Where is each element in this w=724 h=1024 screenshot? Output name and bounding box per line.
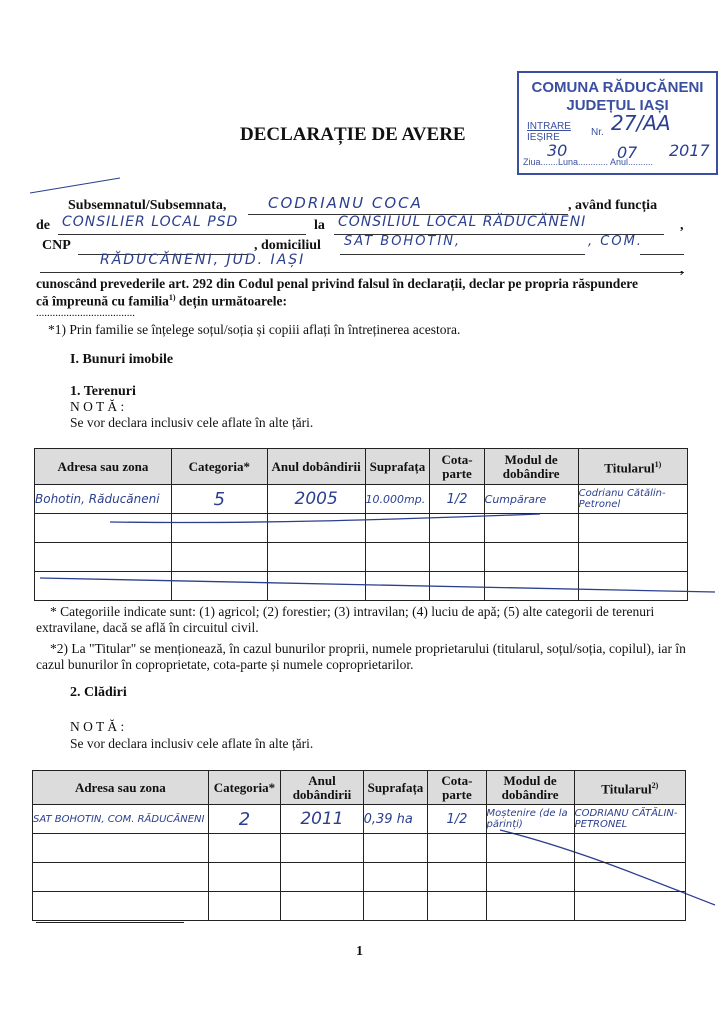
stamp-line1: COMUNA RĂDUCĂNENI [531,79,704,96]
col2-anul: Anul dobândirii [281,771,363,805]
nota-label-1: N O T Ă : [70,399,125,414]
col2-modul: Modul de dobândire [486,771,574,805]
stamp-nr-label: Nr. [591,127,604,138]
field-dom2: RĂDUCĂNENI, JUD. IAȘI [100,252,306,268]
cell2-cota: 1/2 [428,805,486,834]
col-adresa: Adresa sau zona [35,449,172,485]
col-modul: Modul de dobândire [484,449,578,485]
subheading-cladiri: 2. Clădiri [70,685,127,700]
label-avand: , având funcția [568,198,658,213]
cladiri-table [32,770,686,921]
subheading-terenuri: 1. Terenuri [70,384,136,399]
stamp-luna: 07 [617,143,638,162]
cell2-modul: Moștenire (de la părinți) [486,805,574,834]
col2-adresa: Adresa sau zona [33,771,209,805]
stamp-ziua: 30 [547,141,568,160]
col-cota: Cota-parte [430,449,484,485]
col-titular-label: Titularul [604,460,655,476]
col2-titular-sup: 2) [651,780,659,790]
col-titular-sup: 1) [654,459,662,469]
footnote-family: *1) Prin familie se înțelege soțul/soția și copiii aflați în întreținerea acestora. [48,322,461,337]
cell2-anul: 2011 [281,805,363,834]
legal-statement-1: cunoscând prevederile art. 292 din Codul penal privind falsul în declarații, declar pe propria răspundere [36,276,639,291]
footnote-rule [36,922,184,923]
cell-modul: Cumpărare [484,485,578,514]
cell2-titular: CODRIANU CĂTĂLIN-PETRONEL [574,805,685,834]
stamp-intrare: INTRARE [527,121,571,132]
field-name: CODRIANU COCA [268,194,423,212]
stamp-iesire: IEȘIRE [527,132,560,143]
table-row-empty [33,863,686,892]
table-row-empty [33,834,686,863]
section-heading-bunuri: I. Bunuri imobile [70,352,174,367]
field-functia: CONSILIER LOCAL PSD [62,214,239,230]
col2-titular [574,771,685,805]
label-subsemnatul: Subsemnatul/Subsemnata, [68,198,227,213]
table-row [33,805,686,834]
comma-2: , [680,262,684,277]
cell-suprafata: 10.000mp. [365,485,430,514]
label-de: de [36,218,50,233]
label-detin: dețin următoarele: [175,293,288,309]
label-la: la [314,218,325,233]
stamp-line2: JUDEȚUL IAȘI [566,97,669,114]
cell-adresa: Bohotin, Răducăneni [35,485,172,514]
cell-anul: 2005 [267,485,365,514]
cell2-categoria: 2 [208,805,281,834]
stamp-nr-value: 27/AA [611,111,671,135]
stamp-anul: 2017 [669,141,710,160]
field-institutia: CONSILIUL LOCAL RĂDUCĂNENI [338,214,587,230]
label-domiciliul: , domiciliul [254,238,321,253]
nota-label-2: N O T Ă : [70,719,125,734]
col2-suprafata: Suprafața [363,771,428,805]
cell-categoria: 5 [171,485,267,514]
comma-1: , [680,218,684,233]
cell-cota: 1/2 [430,485,484,514]
dotline: .................................... [36,307,135,319]
col-anul: Anul dobândirii [267,449,365,485]
nota-text-1: Se vor declara inclusiv cele aflate în alte țări. [70,415,314,430]
col2-cota: Cota-parte [428,771,486,805]
page-title: DECLARAȚIE DE AVERE [240,124,466,145]
note-titular: *2) La "Titular" se menționează, în cazul bunurilor proprii, numele proprietarului (titularul, soțul/soția, copilul), iar în cazul bunurilor în coproprietate, cota-parte și numele coproprietarilor. [36,641,686,672]
col-suprafata: Suprafața [365,449,430,485]
col2-titular-label: Titularul [601,781,652,797]
field-dom1: SAT BOHOTIN, [344,234,462,249]
nota-text-2: Se vor declara inclusiv cele aflate în alte țări. [70,736,314,751]
table-row-empty [33,892,686,921]
label-cnp: CNP [42,238,71,253]
page-number: 1 [356,944,363,959]
sup-1: 1) [168,293,176,302]
cell-titular: Codrianu Cătălin-Petronel [578,485,687,514]
note-categorii: * Categoriile indicate sunt: (1) agricol; (2) forestier; (3) intravilan; (4) luciu de apă; (5) alte categorii de terenuri extravilane, dacă se află în circuitul civil. [36,604,655,635]
col2-categoria: Categoria* [208,771,281,805]
cell2-adresa: SAT BOHOTIN, COM. RĂDUCĂNENI [33,805,209,834]
label-impreuna: că împreună cu familia [36,293,169,309]
col-categoria: Categoria* [171,449,267,485]
cell2-suprafata: 0,39 ha [363,805,428,834]
field-com: , COM. [588,234,643,249]
stamp-date-labels: Ziua.......Luna............ Anul.......... [523,157,654,167]
